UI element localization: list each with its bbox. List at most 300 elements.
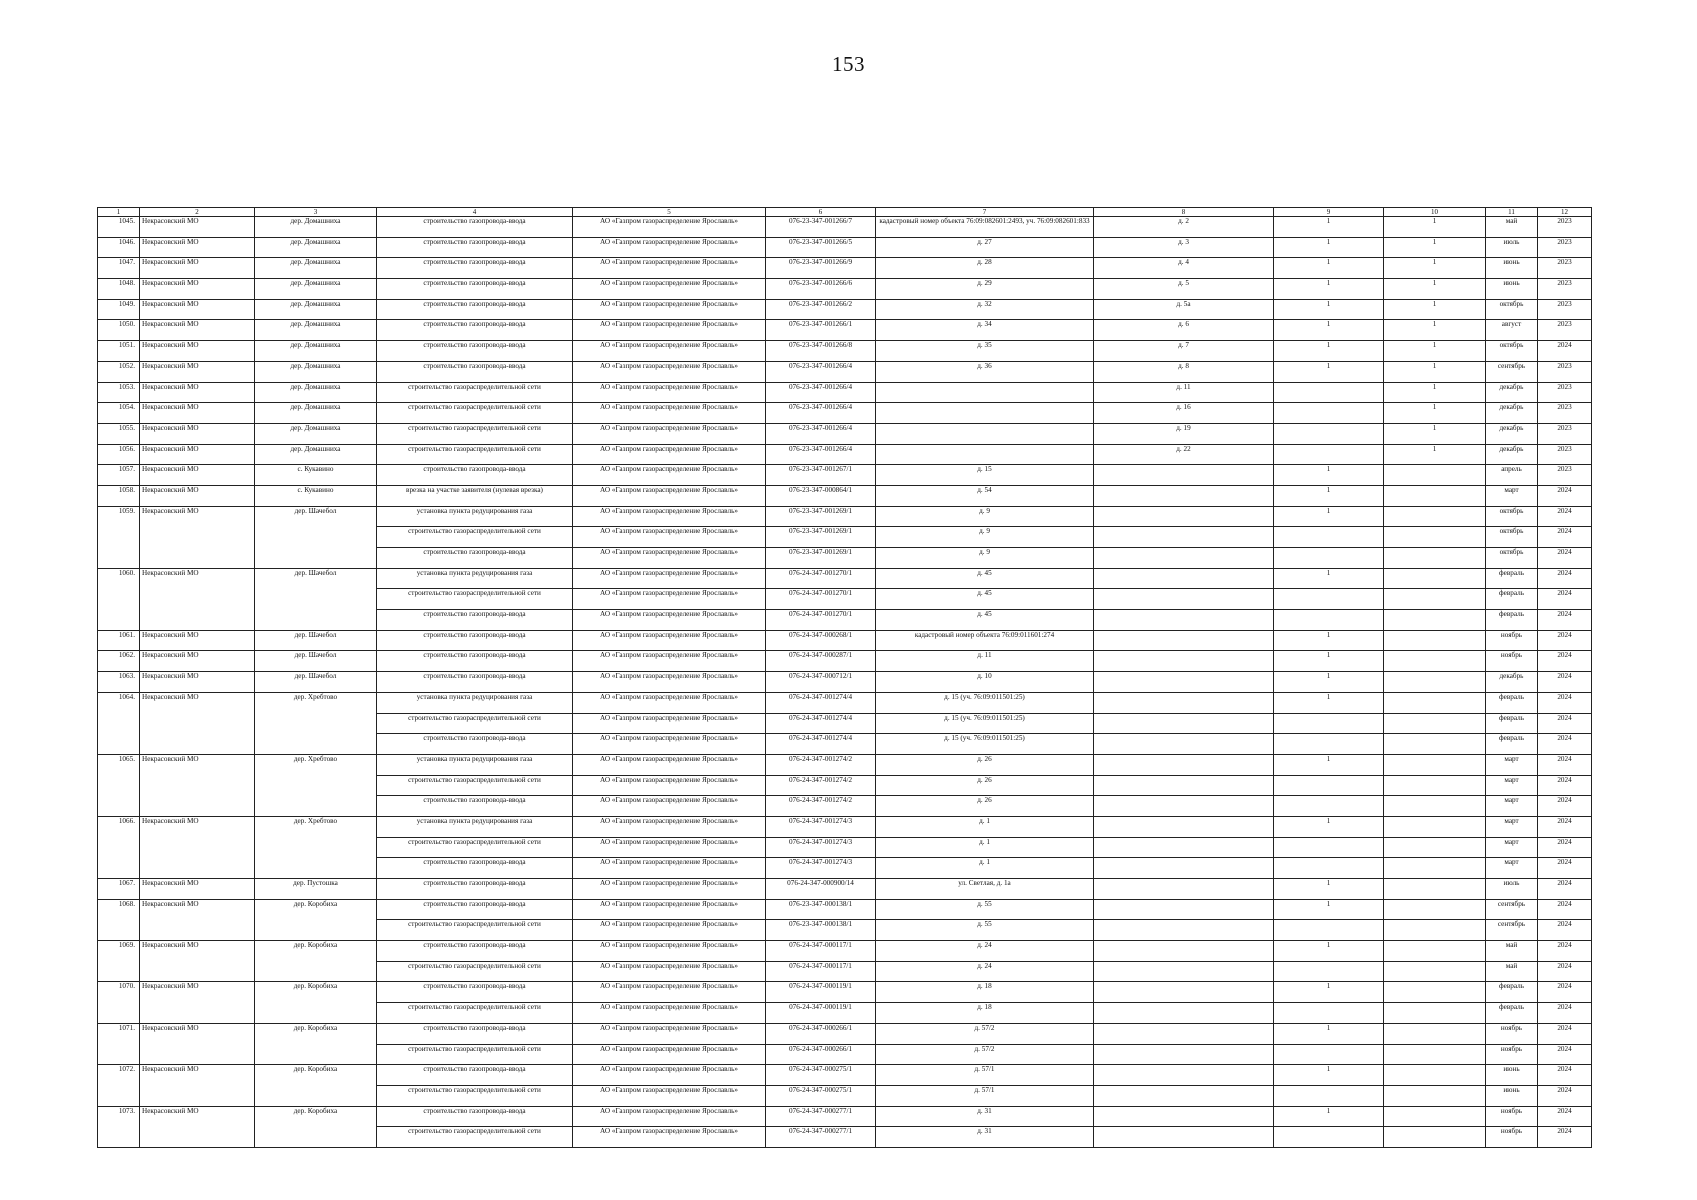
year-cell: 2024: [1538, 816, 1592, 837]
work-type-cell: строительство газопровода-ввода: [377, 651, 573, 672]
count-b-cell: [1384, 920, 1486, 941]
month-cell: март: [1486, 796, 1538, 817]
work-type-cell: строительство газопровода-ввода: [377, 630, 573, 651]
col-header: 5: [573, 208, 766, 217]
count-b-cell: [1384, 1085, 1486, 1106]
month-cell: март: [1486, 837, 1538, 858]
year-cell: 2024: [1538, 672, 1592, 693]
year-cell: 2023: [1538, 403, 1592, 424]
municipality-cell: Некрасовский МО: [140, 899, 255, 940]
month-cell: октябрь: [1486, 506, 1538, 527]
table-row: [98, 444, 1592, 465]
count-b-cell: [1384, 672, 1486, 693]
col-header: 4: [377, 208, 573, 217]
application-number-cell: 076-23-347-001266/6: [766, 279, 876, 300]
year-cell: 2024: [1538, 651, 1592, 672]
col-header: 10: [1384, 208, 1486, 217]
object-address-cell: д. 26: [876, 796, 1094, 817]
address-extra-cell: [1094, 630, 1274, 651]
year-cell: 2023: [1538, 382, 1592, 403]
month-cell: февраль: [1486, 713, 1538, 734]
municipality-cell: Некрасовский МО: [140, 444, 255, 465]
count-b-cell: 1: [1384, 403, 1486, 424]
row-number: 1051.: [98, 341, 140, 362]
municipality-cell: Некрасовский МО: [140, 816, 255, 878]
row-number: 1061.: [98, 630, 140, 651]
count-b-cell: [1384, 1003, 1486, 1024]
settlement-cell: дер. Шачебол: [255, 630, 377, 651]
table-row: [98, 258, 1592, 279]
row-number: 1065.: [98, 754, 140, 816]
organization-cell: АО «Газпром газораспределение Ярославль»: [573, 485, 766, 506]
table-row: [98, 485, 1592, 506]
work-type-cell: строительство газопровода-ввода: [377, 899, 573, 920]
count-a-cell: 1: [1274, 465, 1384, 486]
count-a-cell: [1274, 734, 1384, 755]
row-number: 1069.: [98, 941, 140, 982]
count-a-cell: 1: [1274, 1065, 1384, 1086]
municipality-cell: Некрасовский МО: [140, 423, 255, 444]
work-type-cell: строительство газопровода-ввода: [377, 796, 573, 817]
count-a-cell: 1: [1274, 651, 1384, 672]
organization-cell: АО «Газпром газораспределение Ярославль»: [573, 961, 766, 982]
work-type-cell: строительство газопровода-ввода: [377, 279, 573, 300]
month-cell: декабрь: [1486, 672, 1538, 693]
settlement-cell: дер. Хребтово: [255, 754, 377, 816]
row-number: 1059.: [98, 506, 140, 568]
object-address-cell: д. 24: [876, 961, 1094, 982]
settlement-cell: дер. Домашниха: [255, 217, 377, 238]
count-b-cell: [1384, 1106, 1486, 1127]
work-type-cell: строительство газопровода-ввода: [377, 982, 573, 1003]
work-type-cell: строительство газопровода-ввода: [377, 320, 573, 341]
row-number: 1071.: [98, 1023, 140, 1064]
count-a-cell: [1274, 796, 1384, 817]
organization-cell: АО «Газпром газораспределение Ярославль»: [573, 754, 766, 775]
table-row: [98, 217, 1592, 238]
year-cell: 2024: [1538, 485, 1592, 506]
address-extra-cell: [1094, 796, 1274, 817]
object-address-cell: д. 57/2: [876, 1044, 1094, 1065]
year-cell: 2024: [1538, 754, 1592, 775]
work-type-cell: строительство газопровода-ввода: [377, 237, 573, 258]
organization-cell: АО «Газпром газораспределение Ярославль»: [573, 237, 766, 258]
object-address-cell: д. 45: [876, 568, 1094, 589]
month-cell: сентябрь: [1486, 899, 1538, 920]
settlement-cell: дер. Домашниха: [255, 444, 377, 465]
address-extra-cell: [1094, 920, 1274, 941]
work-type-cell: строительство газопровода-ввода: [377, 258, 573, 279]
row-number: 1073.: [98, 1106, 140, 1147]
application-number-cell: 076-24-347-000277/1: [766, 1106, 876, 1127]
row-number: 1052.: [98, 361, 140, 382]
work-type-cell: строительство газопровода-ввода: [377, 1065, 573, 1086]
object-address-cell: д. 36: [876, 361, 1094, 382]
count-b-cell: [1384, 610, 1486, 631]
year-cell: 2023: [1538, 320, 1592, 341]
count-b-cell: [1384, 982, 1486, 1003]
month-cell: февраль: [1486, 610, 1538, 631]
month-cell: октябрь: [1486, 299, 1538, 320]
object-address-cell: д. 11: [876, 651, 1094, 672]
work-type-cell: строительство газораспределительной сети: [377, 920, 573, 941]
application-number-cell: 076-23-347-000138/1: [766, 920, 876, 941]
col-header: 11: [1486, 208, 1538, 217]
count-b-cell: 1: [1384, 258, 1486, 279]
month-cell: июль: [1486, 879, 1538, 900]
year-cell: 2024: [1538, 692, 1592, 713]
application-number-cell: 076-23-347-001266/7: [766, 217, 876, 238]
table-row: [98, 279, 1592, 300]
organization-cell: АО «Газпром газораспределение Ярославль»: [573, 796, 766, 817]
application-number-cell: 076-23-347-001269/1: [766, 506, 876, 527]
count-a-cell: [1274, 961, 1384, 982]
work-type-cell: строительство газораспределительной сети: [377, 1003, 573, 1024]
object-address-cell: кадастровый номер объекта 76:09:082601:2493, уч. 76:09:082601:833: [876, 217, 1094, 238]
work-type-cell: установка пункта редуцирования газа: [377, 568, 573, 589]
year-cell: 2024: [1538, 879, 1592, 900]
header-row: [98, 208, 1592, 217]
object-address-cell: [876, 444, 1094, 465]
application-number-cell: 076-24-347-001270/1: [766, 610, 876, 631]
application-number-cell: 076-24-347-001274/3: [766, 858, 876, 879]
month-cell: февраль: [1486, 568, 1538, 589]
settlement-cell: дер. Коробиха: [255, 941, 377, 982]
count-b-cell: [1384, 1065, 1486, 1086]
application-number-cell: 076-24-347-001274/2: [766, 796, 876, 817]
count-a-cell: 1: [1274, 568, 1384, 589]
year-cell: 2023: [1538, 217, 1592, 238]
address-extra-cell: [1094, 651, 1274, 672]
settlement-cell: дер. Коробиха: [255, 982, 377, 1023]
year-cell: 2024: [1538, 527, 1592, 548]
organization-cell: АО «Газпром газораспределение Ярославль»: [573, 1106, 766, 1127]
settlement-cell: дер. Домашниха: [255, 237, 377, 258]
count-b-cell: 1: [1384, 423, 1486, 444]
application-number-cell: 076-23-347-001266/2: [766, 299, 876, 320]
row-number: 1068.: [98, 899, 140, 940]
address-extra-cell: [1094, 1065, 1274, 1086]
application-number-cell: 076-24-347-001270/1: [766, 568, 876, 589]
month-cell: октябрь: [1486, 341, 1538, 362]
count-a-cell: 1: [1274, 630, 1384, 651]
work-type-cell: строительство газопровода-ввода: [377, 1106, 573, 1127]
table-row: [98, 465, 1592, 486]
table-row: [98, 361, 1592, 382]
table-row: [98, 1065, 1592, 1086]
object-address-cell: д. 18: [876, 982, 1094, 1003]
object-address-cell: д. 9: [876, 506, 1094, 527]
municipality-cell: Некрасовский МО: [140, 651, 255, 672]
table-row: [98, 341, 1592, 362]
count-a-cell: [1274, 382, 1384, 403]
count-a-cell: [1274, 548, 1384, 569]
col-header: 9: [1274, 208, 1384, 217]
count-b-cell: [1384, 961, 1486, 982]
row-number: 1050.: [98, 320, 140, 341]
year-cell: 2023: [1538, 465, 1592, 486]
year-cell: 2024: [1538, 858, 1592, 879]
municipality-cell: Некрасовский МО: [140, 382, 255, 403]
municipality-cell: Некрасовский МО: [140, 1065, 255, 1106]
application-number-cell: 076-23-347-001266/4: [766, 403, 876, 424]
row-number: 1072.: [98, 1065, 140, 1106]
application-number-cell: 076-23-347-001266/4: [766, 361, 876, 382]
row-number: 1053.: [98, 382, 140, 403]
year-cell: 2023: [1538, 423, 1592, 444]
count-b-cell: [1384, 1127, 1486, 1148]
organization-cell: АО «Газпром газораспределение Ярославль»: [573, 217, 766, 238]
organization-cell: АО «Газпром газораспределение Ярославль»: [573, 279, 766, 300]
object-address-cell: д. 26: [876, 775, 1094, 796]
object-address-cell: д. 1: [876, 858, 1094, 879]
table-row: [98, 237, 1592, 258]
count-b-cell: [1384, 816, 1486, 837]
organization-cell: АО «Газпром газораспределение Ярославль»: [573, 816, 766, 837]
object-address-cell: д. 9: [876, 527, 1094, 548]
count-a-cell: [1274, 775, 1384, 796]
organization-cell: АО «Газпром газораспределение Ярославль»: [573, 837, 766, 858]
settlement-cell: дер. Домашниха: [255, 279, 377, 300]
count-b-cell: [1384, 506, 1486, 527]
count-b-cell: [1384, 651, 1486, 672]
application-number-cell: 076-23-347-000138/1: [766, 899, 876, 920]
count-a-cell: 1: [1274, 899, 1384, 920]
work-type-cell: строительство газопровода-ввода: [377, 672, 573, 693]
count-b-cell: [1384, 692, 1486, 713]
address-extra-cell: [1094, 485, 1274, 506]
month-cell: декабрь: [1486, 444, 1538, 465]
municipality-cell: Некрасовский МО: [140, 258, 255, 279]
count-b-cell: 1: [1384, 361, 1486, 382]
table-row: [98, 941, 1592, 962]
application-number-cell: 076-24-347-000277/1: [766, 1127, 876, 1148]
organization-cell: АО «Газпром газораспределение Ярославль»: [573, 651, 766, 672]
municipality-cell: Некрасовский МО: [140, 672, 255, 693]
month-cell: июль: [1486, 237, 1538, 258]
organization-cell: АО «Газпром газораспределение Ярославль»: [573, 713, 766, 734]
address-extra-cell: [1094, 692, 1274, 713]
application-number-cell: 076-24-347-000275/1: [766, 1065, 876, 1086]
work-type-cell: установка пункта редуцирования газа: [377, 692, 573, 713]
settlement-cell: дер. Домашниха: [255, 320, 377, 341]
object-address-cell: д. 26: [876, 754, 1094, 775]
application-number-cell: 076-23-347-001266/4: [766, 423, 876, 444]
month-cell: июнь: [1486, 258, 1538, 279]
organization-cell: АО «Газпром газораспределение Ярославль»: [573, 444, 766, 465]
month-cell: ноябрь: [1486, 630, 1538, 651]
work-type-cell: строительство газораспределительной сети: [377, 589, 573, 610]
month-cell: февраль: [1486, 982, 1538, 1003]
address-extra-cell: [1094, 465, 1274, 486]
address-extra-cell: [1094, 1003, 1274, 1024]
object-address-cell: д. 55: [876, 920, 1094, 941]
address-extra-cell: д. 11: [1094, 382, 1274, 403]
month-cell: февраль: [1486, 734, 1538, 755]
application-number-cell: 076-24-347-000117/1: [766, 961, 876, 982]
municipality-cell: Некрасовский МО: [140, 465, 255, 486]
count-b-cell: 1: [1384, 444, 1486, 465]
month-cell: июнь: [1486, 1085, 1538, 1106]
application-number-cell: 076-24-347-001274/4: [766, 692, 876, 713]
address-extra-cell: [1094, 1127, 1274, 1148]
year-cell: 2023: [1538, 258, 1592, 279]
table-row: [98, 1106, 1592, 1127]
municipality-cell: Некрасовский МО: [140, 982, 255, 1023]
col-header: 2: [140, 208, 255, 217]
count-a-cell: 1: [1274, 816, 1384, 837]
count-a-cell: 1: [1274, 879, 1384, 900]
application-number-cell: 076-24-347-001274/2: [766, 754, 876, 775]
count-a-cell: 1: [1274, 672, 1384, 693]
work-type-cell: установка пункта редуцирования газа: [377, 506, 573, 527]
organization-cell: АО «Газпром газораспределение Ярославль»: [573, 879, 766, 900]
application-number-cell: 076-24-347-000119/1: [766, 1003, 876, 1024]
application-number-cell: 076-24-347-001274/4: [766, 734, 876, 755]
municipality-cell: Некрасовский МО: [140, 299, 255, 320]
application-number-cell: 076-23-347-001269/1: [766, 548, 876, 569]
table-body: [98, 208, 1592, 1148]
application-number-cell: 076-23-347-001266/1: [766, 320, 876, 341]
organization-cell: АО «Газпром газораспределение Ярославль»: [573, 527, 766, 548]
address-extra-cell: [1094, 610, 1274, 631]
count-a-cell: 1: [1274, 299, 1384, 320]
count-a-cell: 1: [1274, 320, 1384, 341]
month-cell: апрель: [1486, 465, 1538, 486]
year-cell: 2024: [1538, 568, 1592, 589]
count-b-cell: 1: [1384, 320, 1486, 341]
work-type-cell: установка пункта редуцирования газа: [377, 754, 573, 775]
object-address-cell: д. 10: [876, 672, 1094, 693]
work-type-cell: строительство газопровода-ввода: [377, 299, 573, 320]
address-extra-cell: [1094, 982, 1274, 1003]
work-type-cell: строительство газопровода-ввода: [377, 548, 573, 569]
application-number-cell: 076-24-347-000900/14: [766, 879, 876, 900]
year-cell: 2024: [1538, 1127, 1592, 1148]
year-cell: 2024: [1538, 1003, 1592, 1024]
municipality-cell: Некрасовский МО: [140, 279, 255, 300]
settlement-cell: дер. Коробиха: [255, 1106, 377, 1147]
organization-cell: АО «Газпром газораспределение Ярославль»: [573, 506, 766, 527]
address-extra-cell: [1094, 1085, 1274, 1106]
work-type-cell: строительство газораспределительной сети: [377, 403, 573, 424]
organization-cell: АО «Газпром газораспределение Ярославль»: [573, 1044, 766, 1065]
object-address-cell: д. 31: [876, 1127, 1094, 1148]
count-b-cell: [1384, 754, 1486, 775]
address-extra-cell: [1094, 589, 1274, 610]
municipality-cell: Некрасовский МО: [140, 506, 255, 568]
count-a-cell: [1274, 1085, 1384, 1106]
work-type-cell: строительство газораспределительной сети: [377, 382, 573, 403]
object-address-cell: д. 31: [876, 1106, 1094, 1127]
count-b-cell: [1384, 858, 1486, 879]
work-type-cell: строительство газопровода-ввода: [377, 734, 573, 755]
count-b-cell: [1384, 796, 1486, 817]
year-cell: 2024: [1538, 941, 1592, 962]
organization-cell: АО «Газпром газораспределение Ярославль»: [573, 692, 766, 713]
address-extra-cell: д. 8: [1094, 361, 1274, 382]
application-number-cell: 076-24-347-001274/3: [766, 837, 876, 858]
gasification-table: [97, 207, 1592, 1148]
table-row: [98, 754, 1592, 775]
address-extra-cell: [1094, 506, 1274, 527]
table-row: [98, 568, 1592, 589]
work-type-cell: строительство газораспределительной сети: [377, 961, 573, 982]
row-number: 1057.: [98, 465, 140, 486]
organization-cell: АО «Газпром газораспределение Ярославль»: [573, 982, 766, 1003]
count-a-cell: 1: [1274, 361, 1384, 382]
municipality-cell: Некрасовский МО: [140, 630, 255, 651]
count-a-cell: [1274, 527, 1384, 548]
work-type-cell: строительство газораспределительной сети: [377, 1085, 573, 1106]
year-cell: 2024: [1538, 899, 1592, 920]
object-address-cell: д. 55: [876, 899, 1094, 920]
object-address-cell: д. 28: [876, 258, 1094, 279]
month-cell: май: [1486, 217, 1538, 238]
settlement-cell: дер. Домашниха: [255, 382, 377, 403]
object-address-cell: д. 27: [876, 237, 1094, 258]
count-b-cell: 1: [1384, 279, 1486, 300]
address-extra-cell: д. 3: [1094, 237, 1274, 258]
year-cell: 2024: [1538, 341, 1592, 362]
page-number: 153: [832, 52, 865, 76]
row-number: 1055.: [98, 423, 140, 444]
address-extra-cell: [1094, 1106, 1274, 1127]
count-b-cell: [1384, 899, 1486, 920]
table-row: [98, 403, 1592, 424]
count-a-cell: 1: [1274, 754, 1384, 775]
application-number-cell: 076-23-347-001266/4: [766, 382, 876, 403]
month-cell: июнь: [1486, 1065, 1538, 1086]
settlement-cell: дер. Шачебол: [255, 506, 377, 568]
organization-cell: АО «Газпром газораспределение Ярославль»: [573, 423, 766, 444]
address-extra-cell: д. 4: [1094, 258, 1274, 279]
work-type-cell: строительство газопровода-ввода: [377, 361, 573, 382]
address-extra-cell: [1094, 879, 1274, 900]
work-type-cell: строительство газопровода-ввода: [377, 610, 573, 631]
application-number-cell: 076-23-347-000864/1: [766, 485, 876, 506]
count-a-cell: 1: [1274, 237, 1384, 258]
application-number-cell: 076-24-347-000266/1: [766, 1044, 876, 1065]
municipality-cell: Некрасовский МО: [140, 692, 255, 754]
count-a-cell: [1274, 713, 1384, 734]
row-number: 1063.: [98, 672, 140, 693]
year-cell: 2024: [1538, 734, 1592, 755]
month-cell: ноябрь: [1486, 651, 1538, 672]
count-a-cell: [1274, 920, 1384, 941]
month-cell: ноябрь: [1486, 1044, 1538, 1065]
address-extra-cell: [1094, 548, 1274, 569]
row-number: 1054.: [98, 403, 140, 424]
row-number: 1070.: [98, 982, 140, 1023]
col-header: 6: [766, 208, 876, 217]
row-number: 1058.: [98, 485, 140, 506]
month-cell: март: [1486, 485, 1538, 506]
count-a-cell: [1274, 403, 1384, 424]
row-number: 1048.: [98, 279, 140, 300]
organization-cell: АО «Газпром газораспределение Ярославль»: [573, 299, 766, 320]
municipality-cell: Некрасовский МО: [140, 217, 255, 238]
organization-cell: АО «Газпром газораспределение Ярославль»: [573, 258, 766, 279]
application-number-cell: 076-24-347-000268/1: [766, 630, 876, 651]
application-number-cell: 076-24-347-001274/3: [766, 816, 876, 837]
count-b-cell: [1384, 734, 1486, 755]
count-b-cell: [1384, 465, 1486, 486]
month-cell: октябрь: [1486, 527, 1538, 548]
year-cell: 2024: [1538, 775, 1592, 796]
work-type-cell: строительство газопровода-ввода: [377, 217, 573, 238]
address-extra-cell: д. 19: [1094, 423, 1274, 444]
